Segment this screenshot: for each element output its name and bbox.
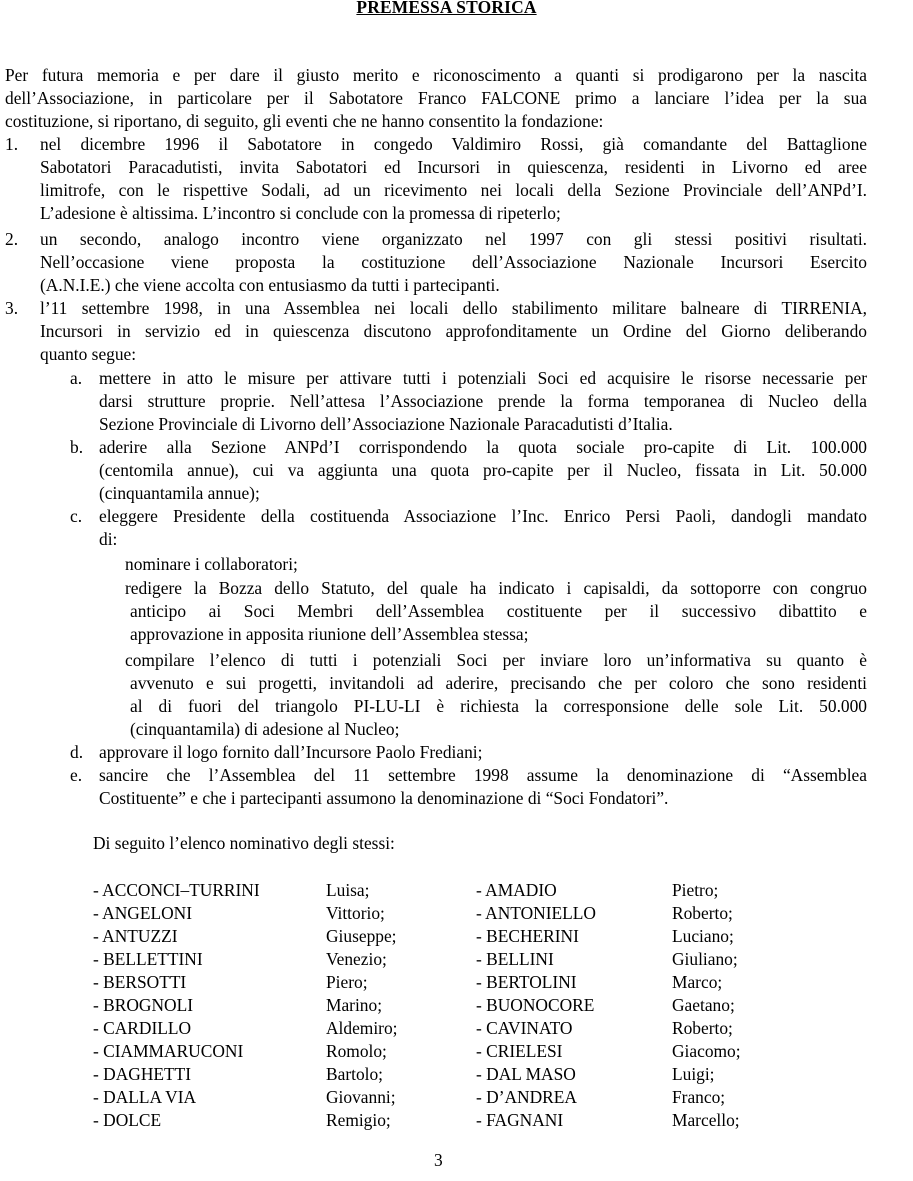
item-line: limitrofe, con le rispettive Sodali, ad un ricevimento nei locali della Sezione Provinciale dell’ANPd’I. bbox=[40, 180, 867, 200]
subitem-line: (centomila annue), cui va aggiunta una quota pro-capite per il Nucleo, fissata in Lit. 50.000 bbox=[99, 460, 867, 480]
member-list-intro: Di seguito l’elenco nominativo degli stessi: bbox=[93, 833, 395, 853]
member-firstname: Roberto; bbox=[672, 903, 733, 923]
intro-line: Per futura memoria e per dare il giusto merito e riconoscimento a quanti si prodigarono per la nascita bbox=[5, 65, 867, 85]
member-surname: - BELLETTINI bbox=[93, 949, 203, 969]
subitem-letter: b. bbox=[70, 437, 84, 457]
item-line: un secondo, analogo incontro viene organizzato nel 1997 con gli stessi positivi risultati. bbox=[40, 229, 867, 249]
member-surname: - AMADIO bbox=[476, 880, 557, 900]
bullet-item-continuation bbox=[130, 600, 867, 646]
member-surname: - BUONOCORE bbox=[476, 995, 595, 1015]
member-surname: - CAVINATO bbox=[476, 1018, 573, 1038]
item-line: l’11 settembre 1998, in una Assemblea nei locali dello stabilimento militare balneare di TIRRENIA, bbox=[40, 298, 867, 318]
item-number: 3. bbox=[5, 298, 19, 318]
bullet-item bbox=[125, 649, 867, 672]
bullet-line: nominare i collaboratori; bbox=[125, 554, 298, 574]
member-surname: - CIAMMARUCONI bbox=[93, 1041, 244, 1061]
subitem-line: aderire alla Sezione ANPd’I corrispondendo la quota sociale pro-capite di Lit. 100.000 bbox=[99, 437, 867, 457]
member-surname: - ACCONCI–TURRINI bbox=[93, 880, 260, 900]
member-surname: - CARDILLO bbox=[93, 1018, 192, 1038]
item-number: 1. bbox=[5, 134, 19, 154]
subitem-letter: d. bbox=[70, 742, 84, 762]
numbered-item bbox=[40, 228, 867, 297]
member-firstname: Marino; bbox=[326, 995, 383, 1015]
member-firstname: Marcello; bbox=[672, 1110, 740, 1130]
member-surname: - DALLA VIA bbox=[93, 1087, 197, 1107]
numbered-item bbox=[40, 133, 867, 225]
subitem-line: eleggere Presidente della costituenda Associazione l’Inc. Enrico Persi Paoli, dandogli mandato bbox=[99, 506, 867, 526]
member-firstname: Pietro; bbox=[672, 880, 719, 900]
item-line: nel dicembre 1996 il Sabotatore in congedo Valdimiro Rossi, già comandante del Battaglione bbox=[40, 134, 867, 154]
bullet-item bbox=[125, 577, 867, 600]
subitem-line: (cinquantamila annue); bbox=[99, 483, 260, 503]
member-surname: - BERTOLINI bbox=[476, 972, 577, 992]
item-number: 2. bbox=[5, 229, 19, 249]
member-surname: - CRIELESI bbox=[476, 1041, 563, 1061]
member-surname: - DAL MASO bbox=[476, 1064, 576, 1084]
item-line: Incursori in servizio ed in quiescenza discutono approfonditamente un Ordine del Giorno deliberando bbox=[40, 321, 867, 341]
subitem-line: Sezione Provinciale di Livorno dell’Associazione Nazionale Paracadutisti d’Italia. bbox=[99, 414, 673, 434]
item-line: Nell’occasione viene proposta la costituzione dell’Associazione Nazionale Incursori Esercito bbox=[40, 252, 867, 272]
member-surname: - ANTUZZI bbox=[93, 926, 178, 946]
member-firstname: Giacomo; bbox=[672, 1041, 741, 1061]
lettered-subitem bbox=[99, 436, 867, 505]
subitem-line: Costituente” e che i partecipanti assumono la denominazione di “Soci Fondatori”. bbox=[99, 788, 669, 808]
item-line: quanto segue: bbox=[40, 344, 137, 364]
bullet-item bbox=[125, 553, 867, 576]
page-title: PREMESSA STORICA bbox=[356, 0, 537, 17]
lettered-subitem bbox=[99, 367, 867, 436]
bullet-line: (cinquantamila) di adesione al Nucleo; bbox=[130, 719, 400, 739]
item-line: Sabotatori Paracadutisti, invita Sabotatori ed Incursori in quiescenza, residenti in Livorno ed aree bbox=[40, 157, 867, 177]
subitem-line: approvare il logo fornito dall’Incursore Paolo Frediani; bbox=[99, 742, 483, 762]
member-firstname: Aldemiro; bbox=[326, 1018, 398, 1038]
member-firstname: Giovanni; bbox=[326, 1087, 396, 1107]
numbered-item bbox=[40, 297, 867, 366]
lettered-subitem bbox=[99, 741, 867, 764]
member-firstname: Venezio; bbox=[326, 949, 387, 969]
bullet-line: anticipo ai Soci Membri dell’Assemblea costituente per il successivo dibattito e bbox=[130, 601, 867, 621]
subitem-line: di: bbox=[99, 529, 118, 549]
item-line: (A.N.I.E.) che viene accolta con entusiasmo da tutti i partecipanti. bbox=[40, 275, 500, 295]
bullet-line: avvenuto e sui progetti, invitandoli ad aderire, precisando che per coloro che sono residenti bbox=[130, 673, 867, 693]
member-firstname: Franco; bbox=[672, 1087, 726, 1107]
member-surname: - BERSOTTI bbox=[93, 972, 187, 992]
page-number: 3 bbox=[434, 1150, 443, 1170]
member-firstname: Bartolo; bbox=[326, 1064, 383, 1084]
intro-paragraph bbox=[5, 64, 867, 133]
member-surname: - BROGNOLI bbox=[93, 995, 193, 1015]
member-surname: - ANTONIELLO bbox=[476, 903, 596, 923]
member-firstname: Luciano; bbox=[672, 926, 734, 946]
member-firstname: Giuliano; bbox=[672, 949, 738, 969]
member-firstname: Romolo; bbox=[326, 1041, 387, 1061]
lettered-subitem bbox=[99, 764, 867, 810]
intro-line: costituzione, si riportano, di seguito, gli eventi che ne hanno consentito la fondazione: bbox=[5, 111, 604, 131]
subitem-letter: c. bbox=[70, 506, 83, 526]
subitem-letter: e. bbox=[70, 765, 83, 785]
member-firstname: Giuseppe; bbox=[326, 926, 397, 946]
member-surname: - BECHERINI bbox=[476, 926, 579, 946]
member-surname: - ANGELONI bbox=[93, 903, 193, 923]
member-firstname: Piero; bbox=[326, 972, 368, 992]
member-firstname: Roberto; bbox=[672, 1018, 733, 1038]
bullet-item-continuation bbox=[130, 672, 867, 741]
lettered-subitem bbox=[99, 505, 867, 551]
member-surname: - D’ANDREA bbox=[476, 1087, 577, 1107]
member-surname: - DAGHETTI bbox=[93, 1064, 192, 1084]
member-firstname: Luigi; bbox=[672, 1064, 715, 1084]
bullet-line: approvazione in apposita riunione dell’Assemblea stessa; bbox=[130, 624, 529, 644]
bullet-line: redigere la Bozza dello Statuto, del quale ha indicato i capisaldi, da sottoporre con congruo bbox=[125, 578, 867, 598]
item-line: L’adesione è altissima. L’incontro si conclude con la promessa di ripeterlo; bbox=[40, 203, 561, 223]
subitem-line: darsi strutture proprie. Nell’attesa l’Associazione prende la forma temporanea di Nucleo della bbox=[99, 391, 867, 411]
bullet-line: al di fuori del triangolo PI-LU-LI è richiesta la corresponsione delle sole Lit. 50.000 bbox=[130, 696, 867, 716]
member-surname: - FAGNANI bbox=[476, 1110, 564, 1130]
subitem-line: sancire che l’Assemblea del 11 settembre 1998 assume la denominazione di “Assemblea bbox=[99, 765, 867, 785]
bullet-line: compilare l’elenco di tutti i potenziali Soci per inviare loro un’informativa su quanto è bbox=[125, 650, 867, 670]
member-firstname: Luisa; bbox=[326, 880, 370, 900]
member-surname: - BELLINI bbox=[476, 949, 554, 969]
member-surname: - DOLCE bbox=[93, 1110, 162, 1130]
subitem-line: mettere in atto le misure per attivare tutti i potenziali Soci ed acquisire le risorse necessarie per bbox=[99, 368, 867, 388]
member-firstname: Vittorio; bbox=[326, 903, 385, 923]
member-firstname: Marco; bbox=[672, 972, 723, 992]
member-firstname: Remigio; bbox=[326, 1110, 391, 1130]
member-firstname: Gaetano; bbox=[672, 995, 735, 1015]
subitem-letter: a. bbox=[70, 368, 83, 388]
intro-line: dell’Associazione, in particolare per il Sabotatore Franco FALCONE primo a lanciare l’idea per la sua bbox=[5, 88, 867, 108]
